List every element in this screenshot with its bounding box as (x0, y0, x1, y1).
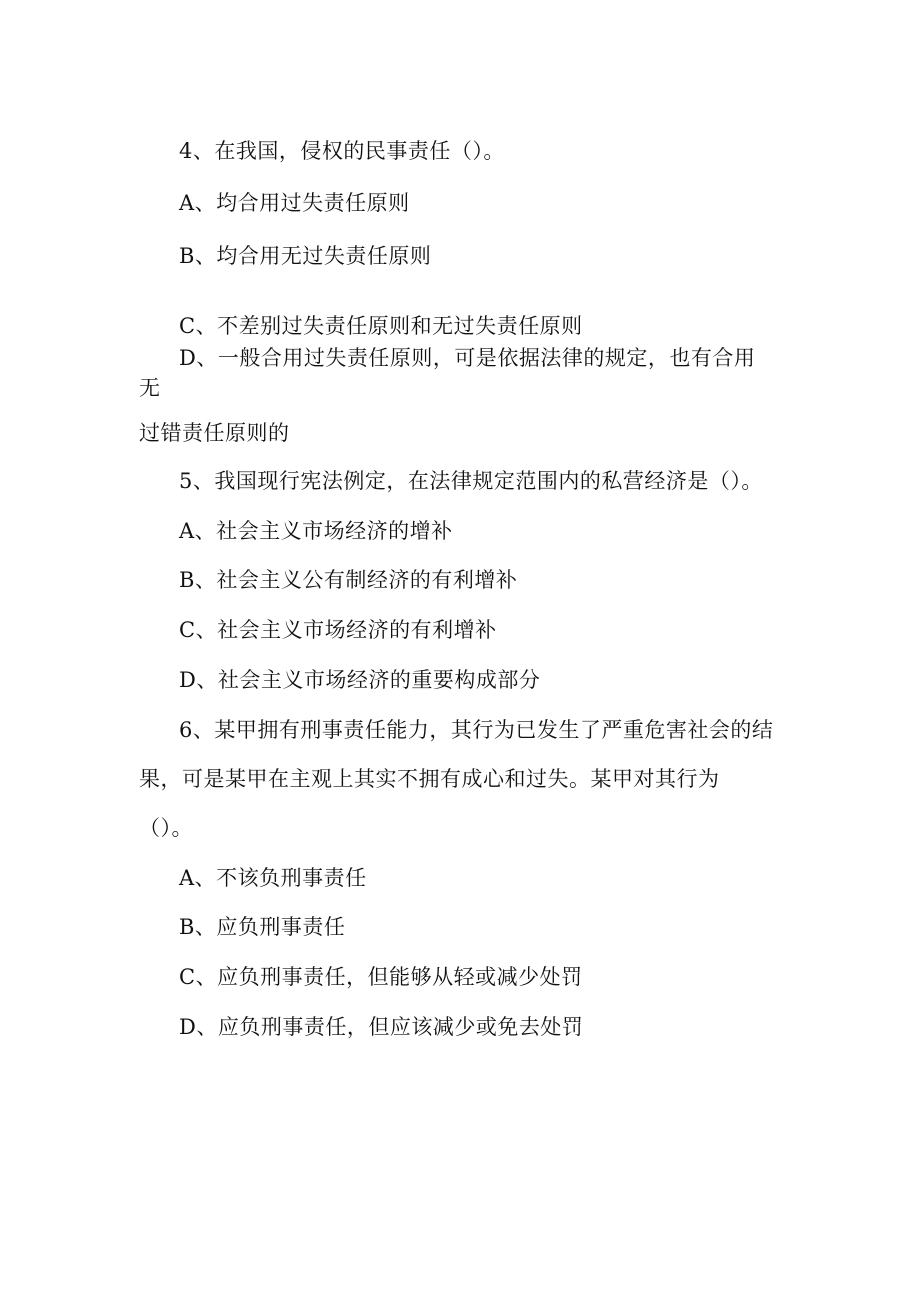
question-4-option-d-wrap-2: 过错责任原则的 (139, 421, 290, 445)
question-5-option-d: D、社会主义市场经济的重要构成部分 (179, 668, 541, 692)
question-5-stem: 5、我国现行宪法例定，在法律规定范围内的私营经济是（）。 (179, 469, 763, 493)
question-5-option-c: C、社会主义市场经济的有利增补 (179, 618, 497, 642)
question-6-option-c: C、应负刑事责任，但能够从轻或减少处罚 (179, 965, 583, 989)
question-4-option-b: B、均合用无过失责任原则 (179, 244, 432, 268)
question-4-option-a: A、均合用过失责任原则 (179, 191, 410, 215)
question-6-option-d: D、应负刑事责任，但应该减少或免去处罚 (179, 1015, 584, 1039)
question-5-option-a: A、社会主义市场经济的增补 (179, 519, 453, 543)
question-6-stem-line-1: 6、某甲拥有刑事责任能力，其行为已发生了严重危害社会的结 (179, 718, 774, 742)
question-6-option-b: B、应负刑事责任 (179, 915, 346, 939)
question-4-option-c: C、不差别过失责任原则和无过失责任原则 (179, 314, 583, 338)
question-6-stem-line-2: 果，可是某甲在主观上其实不拥有成心和过失。某甲对其行为 (139, 767, 720, 791)
question-4-option-d: D、一般合用过失责任原则，可是依据法律的规定，也有合用 (179, 346, 756, 370)
question-6-option-a: A、不该负刑事责任 (179, 866, 367, 890)
question-6-stem-line-3: （）。 (139, 816, 193, 840)
question-5-option-b: B、社会主义公有制经济的有利增补 (179, 568, 518, 592)
question-4-stem: 4、在我国，侵权的民事责任（）。 (179, 139, 505, 163)
question-4-option-d-wrap-1: 无 (139, 376, 161, 400)
